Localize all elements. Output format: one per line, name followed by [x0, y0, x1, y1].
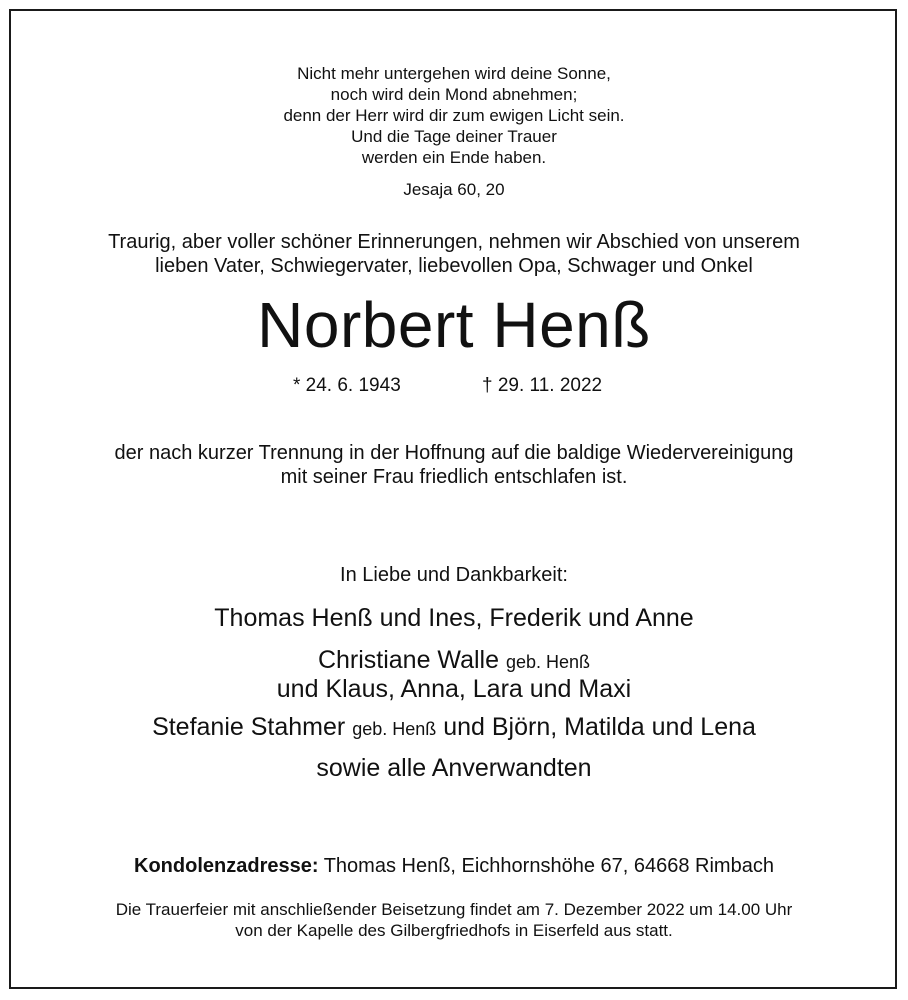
condolence-address-text: Thomas Henß, Eichhornshöhe 67, 64668 Rimbach — [323, 855, 774, 877]
family-row-3: und Klaus, Anna, Lara und Maxi — [276, 675, 632, 703]
family-row-2-name: Christiane Walle — [317, 646, 500, 674]
funeral-line-1: Die Trauerfeier mit anschließender Beisetzung findet am 7. Dezember 2022 um 14.00 Uhr — [115, 900, 793, 919]
reunion-line-2: mit seiner Frau friedlich entschlafen ist. — [280, 466, 628, 488]
verse-reference: Jesaja 60, 20 — [403, 180, 505, 199]
funeral-line-2: von der Kapelle des Gilbergfriedhofs in Eiserfeld aus statt. — [235, 921, 673, 940]
family-row-5: sowie alle Anverwandten — [316, 754, 592, 782]
death-date: † 29. 11. 2022 — [482, 375, 603, 396]
verse-line-1: Nicht mehr untergehen wird deine Sonne, — [297, 64, 611, 83]
verse-line-3: denn der Herr wird dir zum ewigen Licht sein. — [283, 106, 625, 125]
intro-line-1: Traurig, aber voller schöner Erinnerungen, nehmen wir Abschied von unserem — [108, 231, 800, 253]
verse-line-2: noch wird dein Mond abnehmen; — [330, 85, 578, 104]
family-row-4 — [0, 712, 908, 744]
condolence-address — [0, 855, 908, 878]
family-row-4-rest: und Björn, Matilda und Lena — [443, 713, 756, 741]
reunion-line-1: der nach kurzer Trennung in der Hoffnung auf die baldige Wiedervereinigung — [114, 442, 794, 464]
family-row-2-nee: geb. Henß — [505, 652, 591, 672]
family-row-1: Thomas Henß und Ines, Frederik und Anne — [214, 604, 694, 632]
family-row-4-nee: geb. Henß — [352, 719, 437, 739]
condolence-label: Kondolenzadresse: — [134, 855, 319, 877]
family-row-4-name: Stefanie Stahmer — [152, 713, 346, 741]
family-heading: In Liebe und Dankbarkeit: — [340, 564, 568, 586]
family-row-2 — [0, 645, 908, 677]
deceased-name: Norbert Henß — [257, 289, 651, 361]
intro-line-2: lieben Vater, Schwiegervater, liebevollen Opa, Schwager und Onkel — [155, 255, 753, 277]
verse-line-4: Und die Tage deiner Trauer — [351, 127, 557, 146]
birth-date: * 24. 6. 1943 — [293, 375, 401, 396]
verse-line-5: werden ein Ende haben. — [361, 148, 547, 167]
